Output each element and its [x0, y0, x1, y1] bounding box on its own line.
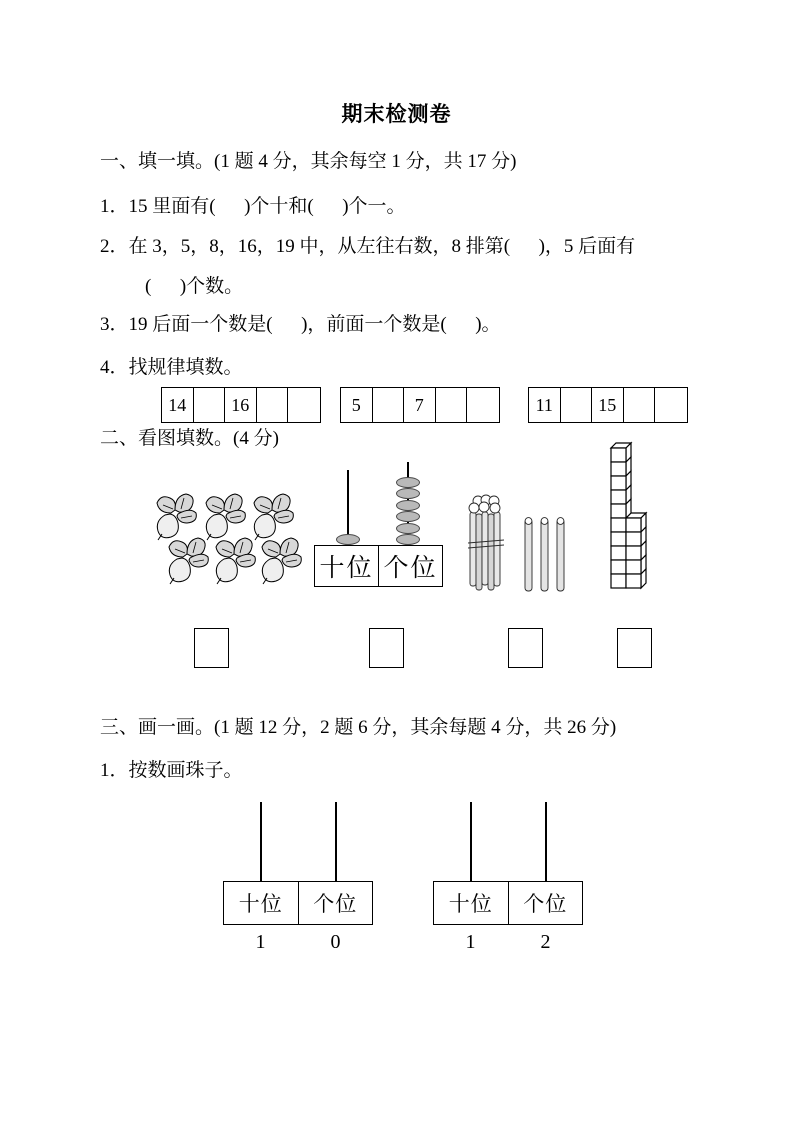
abacus-bead [396, 500, 420, 511]
sequence-cell-blank[interactable] [561, 388, 593, 422]
diagram1-place-value-box [223, 881, 373, 925]
ones-label: 个位 [383, 555, 438, 582]
diagram2-ones-rod [545, 802, 547, 882]
diagram2-tens-rod [470, 802, 472, 882]
sequence-cell-blank[interactable] [257, 388, 289, 422]
ones-rod-beads [396, 462, 420, 545]
section1-heading: 一、填一填。(1 题 4 分，其余每空 1 分，共 17 分) [100, 151, 517, 172]
sequence-cell-filled: 14 [162, 388, 194, 422]
answer-box[interactable] [508, 628, 543, 668]
sequence-cell-filled: 5 [341, 388, 373, 422]
sequence-cell-blank[interactable] [467, 388, 499, 422]
question-1: 1．15 里面有( )个十和( )个一。 [100, 196, 406, 217]
answer-box[interactable] [617, 628, 652, 668]
radish-icon [165, 537, 211, 585]
stick-bundle-icon [468, 492, 504, 592]
question-3: 3．19 后面一个数是( )，前面一个数是( )。 [100, 314, 501, 335]
number-strip-1 [161, 387, 321, 423]
diagram1-ones-digit: 0 [330, 931, 341, 953]
section2-heading: 二、看图填数。(4 分) [100, 428, 279, 449]
loose-sticks-icon [524, 514, 566, 594]
diagram1-ones-rod [335, 802, 337, 882]
tens-label: 十位 [224, 882, 299, 924]
radish-icon [212, 537, 258, 585]
answer-box[interactable] [369, 628, 404, 668]
answer-box[interactable] [194, 628, 229, 668]
ones-label: 个位 [523, 892, 568, 916]
page-title: 期末检测卷 [341, 102, 452, 126]
diagram1-tens-rod [260, 802, 262, 882]
place-value-abacus [314, 460, 443, 590]
sequence-cell-blank[interactable] [194, 388, 226, 422]
abacus-bead [396, 511, 420, 522]
radish-icon [153, 493, 199, 541]
tens-rod-beads [336, 470, 360, 545]
sequence-cell-blank[interactable] [288, 388, 320, 422]
question-4: 4．找规律填数。 [100, 357, 243, 378]
abacus-bead [396, 523, 420, 534]
abacus-bead [336, 534, 360, 545]
section3-heading: 三、画一画。(1 题 12 分，2 题 6 分，其余每题 4 分，共 26 分) [100, 717, 617, 738]
sequence-cell-filled: 11 [529, 388, 561, 422]
question-2-line2: ( )个数。 [145, 276, 244, 297]
tens-label: 十位 [315, 546, 379, 586]
cube-stack-icon [608, 438, 654, 594]
sequence-cell-blank[interactable] [436, 388, 468, 422]
draw-beads-diagram-1[interactable] [223, 802, 373, 960]
radish-icon [202, 493, 248, 541]
radish-group [150, 490, 310, 590]
abacus-bead [396, 488, 420, 499]
number-strip-3 [528, 387, 688, 423]
diagram2-ones-digit: 2 [540, 931, 551, 953]
radish-icon [258, 537, 304, 585]
diagram2-tens-digit: 1 [465, 931, 476, 953]
abacus-bead [396, 534, 420, 545]
ones-label: 个位 [313, 892, 358, 916]
diagram2-place-value-box [433, 881, 583, 925]
sequence-cell-filled: 15 [592, 388, 624, 422]
draw-beads-diagram-2[interactable] [433, 802, 583, 960]
abacus-place-value-box [314, 545, 443, 587]
sequence-cell-filled: 16 [225, 388, 257, 422]
sequence-cell-blank[interactable] [655, 388, 687, 422]
diagram1-tens-digit: 1 [255, 931, 266, 953]
question-2-line1: 2．在 3，5，8，16，19 中，从左往右数，8 排第( )，5 后面有 [100, 236, 636, 257]
number-strip-2 [340, 387, 500, 423]
sequence-cell-blank[interactable] [624, 388, 656, 422]
abacus-bead [396, 477, 420, 488]
sequence-cell-filled: 7 [404, 388, 436, 422]
sequence-cell-blank[interactable] [373, 388, 405, 422]
radish-icon [250, 493, 296, 541]
tens-label: 十位 [434, 882, 509, 924]
section3-question-1: 1．按数画珠子。 [100, 760, 243, 781]
